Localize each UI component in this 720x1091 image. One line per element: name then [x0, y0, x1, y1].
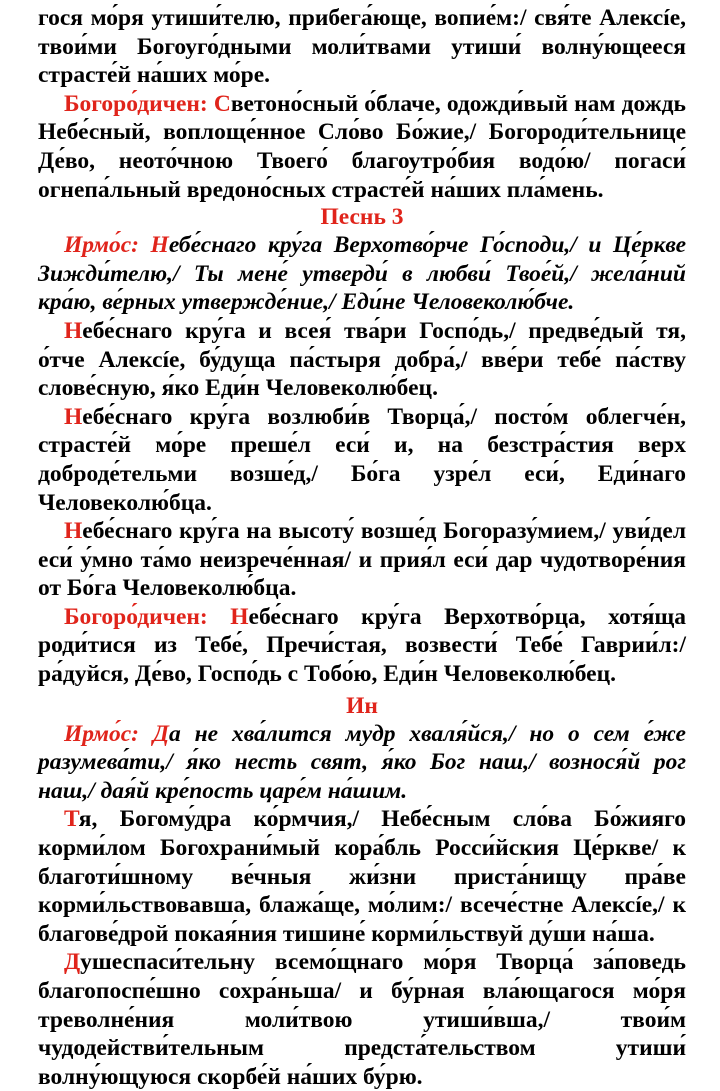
drop-initial: Н [64, 317, 83, 344]
drop-initial: Н [64, 403, 83, 430]
rubric-label: Ирмо́с: [64, 720, 153, 747]
paragraph-text: ушеспаси́тельну всемо́щнаго мо́ря Творца́ за́поведь благопоспе́шно сохра́ньша/ и бу́рная вла́ющагося мо́ря треволне́ния моли́твою утиши́вша,/ твои́м чудодействи́тельным предста́тельством утиши́ волну́ющуюся скорбе́й на́ших бу́рю. [38, 949, 686, 1090]
paragraph-irmos-1 [38, 231, 686, 317]
drop-initial: Т [64, 806, 79, 833]
paragraph-troparion-1 [38, 317, 686, 403]
paragraph-troparion-5 [38, 948, 686, 1091]
paragraph-text: гося мо́ря утиши́телю, прибега́юще, вопие́м:/ свя́те Алексíе, твои́ми Богоуго́дными моли́твами утиши́ волну́ющееся страсте́й на́ших мо́ре. [38, 5, 686, 89]
paragraph-troparion-4 [38, 805, 686, 948]
paragraph-troparion-3 [38, 517, 686, 603]
drop-initial: Н [230, 603, 249, 630]
paragraph-text: ебе́снаго кру́га возлюби́в Творца́,/ посто́м облегче́н, страсте́й мо́ре преше́л еси́ и, на безстра́стия верх доброде́тельми возше́д,/ Бо́га узре́л еси́, Еди́наго Человеколю́бца. [38, 403, 686, 516]
paragraph-text: ебе́снаго кру́га Верхотво́рче Го́споди,/ и Це́ркве Зижди́телю,/ Ты мене́ утверди́ в любви́ Твое́й,/ жела́ний кра́ю, ве́рных утвержде́ние,/ Еди́не Человеколю́бче. [38, 232, 687, 316]
drop-initial: Д [152, 720, 169, 747]
paragraph-text: ебе́снаго кру́га на высоту́ возше́д Богоразу́мием,/ уви́дел еси́ у́мно та́мо неизрече́нная/ и прия́л еси́ дар чудотворе́ния от Бо́га Человеколю́бца. [38, 518, 686, 602]
section-heading-other-canon: Ин [346, 692, 378, 719]
section-heading-ode-3: Песнь 3 [320, 204, 404, 231]
drop-initial: С [213, 90, 231, 117]
paragraph-theotokion-2 [38, 603, 686, 689]
drop-initial: Н [150, 232, 169, 259]
rubric-label: Богоро́дичен: [64, 90, 214, 117]
paragraph-text: ебе́снаго кру́га Верхотво́рца, хотя́ща роди́тися из Тебе́, Пречи́стая, возвести́ Тебе́ Гаврии́л:/ ра́дуйся, Де́во, Госпо́дь с Тобо́ю, Еди́н Человеколю́бец. [38, 603, 686, 688]
paragraph-text: ветоно́сный о́блаче, одожди́вый нам дождь Небе́сный, воплоще́нное Сло́во Бо́жие,/ Богороди́тельнице Де́во, неото́чною Твоего́ благоутро́бия водо́ю/ погаси́ огнепа́льный вредоно́сных страсте́й на́ших пла́мень. [38, 90, 686, 203]
paragraph-text: я, Богому́дра ко́рмчия,/ Небе́сным сло́ва Бо́жияго корми́лом Богохрани́мый кора́бль Росси́йския Це́ркве/ к благоти́шному ве́чныя жи́зни приста́нищу пра́ве корми́льствовавша, блажа́ще, мо́лим:/ всече́стне Алексíе,/ к благове́дрой покая́ния тишине́ корми́льствуй ду́ши на́ша. [38, 806, 686, 947]
drop-initial: Н [64, 518, 83, 545]
paragraph-irmos-2 [38, 720, 686, 806]
paragraph-continuation [38, 4, 686, 90]
rubric-label: Богоро́дичен: [64, 603, 231, 630]
paragraph-text: а не хва́лится мудр хваля́йся,/ но о сем е́же разумева́ти,/ я́ко несть свят, я́ко Бог наш,/ вознося́й рог наш,/ дая́й кре́пость царе́м на́шим. [38, 720, 686, 804]
paragraph-theotokion-1 [38, 90, 686, 204]
rubric-label: Ирмо́с: [64, 232, 151, 259]
paragraph-text: ебе́снаго кру́га и всея́ тва́ри Госпо́дь,/ предве́дый тя, о́тче Алексíе, бу́дуща па́стыря добра́,/ вве́ри тебе́ па́ству слове́сную, я́ко Еди́н Человеколю́бец. [38, 317, 686, 402]
drop-initial: Д [64, 949, 81, 976]
paragraph-troparion-2 [38, 403, 686, 517]
